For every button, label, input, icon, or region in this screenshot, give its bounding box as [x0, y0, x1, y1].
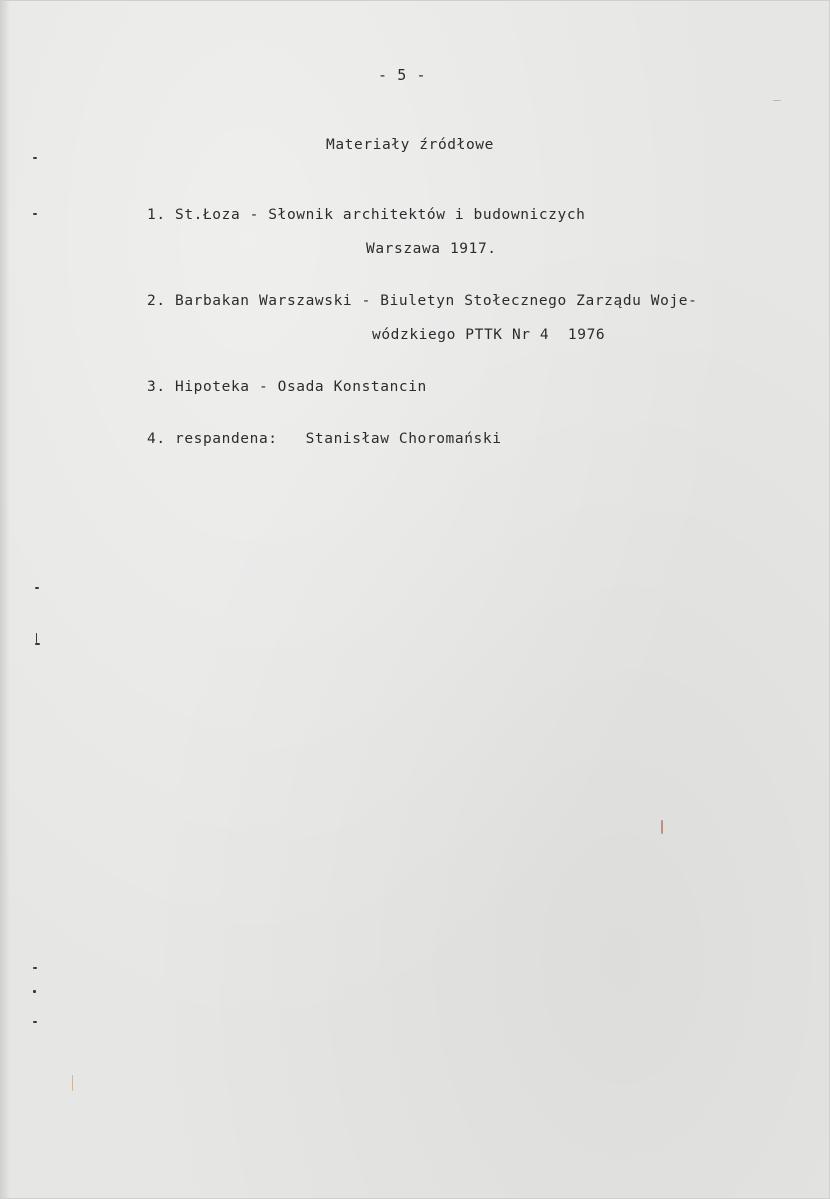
margin-mark	[35, 587, 39, 589]
source-item-1: 1. St.Łoza - Słownik architektów i budowniczych	[147, 207, 586, 223]
margin-mark	[33, 157, 37, 159]
paper-speck	[773, 100, 781, 101]
margin-mark	[35, 643, 40, 645]
source-item-2-continuation: wódzkiego PTTK Nr 4 1976	[372, 327, 606, 343]
margin-mark	[36, 633, 37, 643]
margin-mark	[33, 967, 37, 969]
paper-speck	[72, 1075, 73, 1091]
source-item-3: 3. Hipoteka - Osada Konstancin	[147, 379, 427, 395]
page-number: - 5 -	[378, 66, 427, 84]
source-item-1-continuation: Warszawa 1917.	[366, 241, 497, 257]
margin-mark	[33, 213, 37, 215]
paper-speck	[661, 820, 663, 834]
margin-mark	[33, 1021, 37, 1023]
margin-mark	[33, 990, 36, 993]
page-edge-shadow	[0, 0, 10, 1199]
section-heading: Materiały źródłowe	[326, 137, 494, 153]
source-item-4: 4. respandena: Stanisław Choromański	[147, 431, 502, 447]
source-item-2: 2. Barbakan Warszawski - Biuletyn Stołecznego Zarządu Woje-	[147, 293, 698, 309]
